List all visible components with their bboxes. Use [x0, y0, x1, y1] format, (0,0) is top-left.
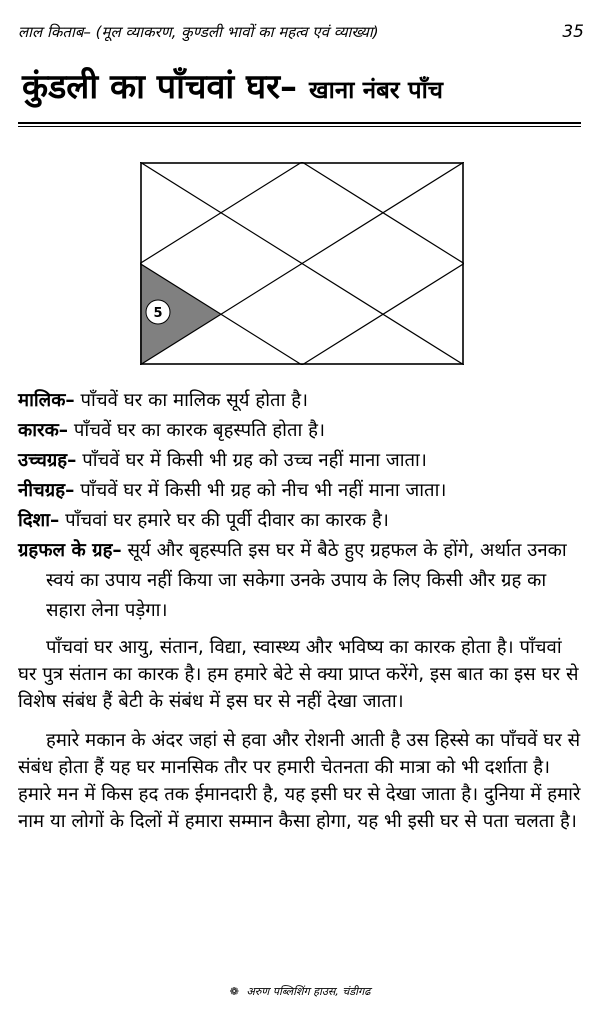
- title-rule-thin: [18, 126, 581, 127]
- publisher-name: अरुण पब्लिशिंग हाउस, चंडीगढ: [246, 985, 371, 998]
- definition-text: पाँचवां घर हमारे घर की पूर्वी दीवार का कारक है।: [59, 510, 389, 531]
- definition-term: ग्रहफल के ग्रह–: [18, 540, 122, 561]
- definition-grahphal: [18, 536, 586, 626]
- definition-owner: [18, 386, 586, 416]
- paragraph-2: हमारे मकान के अंदर जहां से हवा और रोशनी आती है उस हिस्से का पाँचवें घर से संबंध होता हैं यह घर मानसिक तौर पर हमारी चेतनता की मात्रा को भी दर्शाता है। हमारे मन में किस हद तक ईमानदारी है, यह इसी घर से देखा जाता है। दुनिया में हमारे नाम या लोगों के दिलों में हमारा सम्मान कैसा होगा, यह भी इसी घर से पता चलता है।: [18, 730, 581, 832]
- page-title: [22, 62, 580, 108]
- body-text: [18, 386, 586, 835]
- footer: [0, 984, 600, 999]
- definition-direction: [18, 506, 586, 536]
- title-rule-thick: [18, 122, 581, 124]
- house-5-label: 5: [153, 306, 163, 321]
- definition-text: पाँचवें घर का मालिक सूर्य होता है।: [74, 390, 309, 411]
- page-number: 35: [562, 22, 584, 42]
- running-header: [18, 22, 584, 42]
- definition-text: सूर्य और बृहस्पति इस घर में बैठे हुए ग्रहफल के होंगे, अर्थात उनका स्वयं का उपाय नहीं किया जा सकेगा उनके उपाय के लिए किसी और ग्रह का सहारा लेना पड़ेगा।: [46, 540, 567, 621]
- definition-text: पाँचवें घर में किसी भी ग्रह को नीच भी नहीं माना जाता।: [74, 480, 447, 501]
- definition-text: पाँचवें घर में किसी भी ग्रह को उच्च नहीं माना जाता।: [76, 450, 427, 471]
- paragraph-1: पाँचवां घर आयु, संतान, विद्या, स्वास्थ्य और भविष्य का कारक होता है। पाँचवां घर पुत्र संतान का कारक है। हम हमारे बेटे से क्या प्राप्त करेंगे, इस बात का इस घर से विशेष संबंध हैं बेटी के संबंध में इस घर से नहीं देखा जाता।: [18, 637, 579, 712]
- kundli-chart: [140, 162, 464, 365]
- definition-term: मालिक–: [18, 390, 75, 411]
- definition-text: पाँचवें घर का कारक बृहस्पति होता है।: [68, 420, 326, 441]
- flower-ornament-icon: ❁: [229, 985, 239, 998]
- definition-exalted: [18, 446, 586, 476]
- definition-karak: [18, 416, 586, 446]
- definition-term: उच्चग्रह–: [18, 450, 77, 471]
- definition-term: कारक–: [18, 420, 69, 441]
- definition-term: दिशा–: [18, 510, 60, 531]
- definition-debilitated: [18, 476, 586, 506]
- page-title-sub: खाना नंबर पाँच: [309, 76, 444, 104]
- definition-term: नीचग्रह–: [18, 480, 75, 501]
- running-title: लाल किताब– (मूल व्याकरण, कुण्डली भावों का महत्व एवं व्याख्या): [18, 23, 379, 41]
- page-title-main: कुंडली का पाँचवां घर–: [22, 67, 298, 107]
